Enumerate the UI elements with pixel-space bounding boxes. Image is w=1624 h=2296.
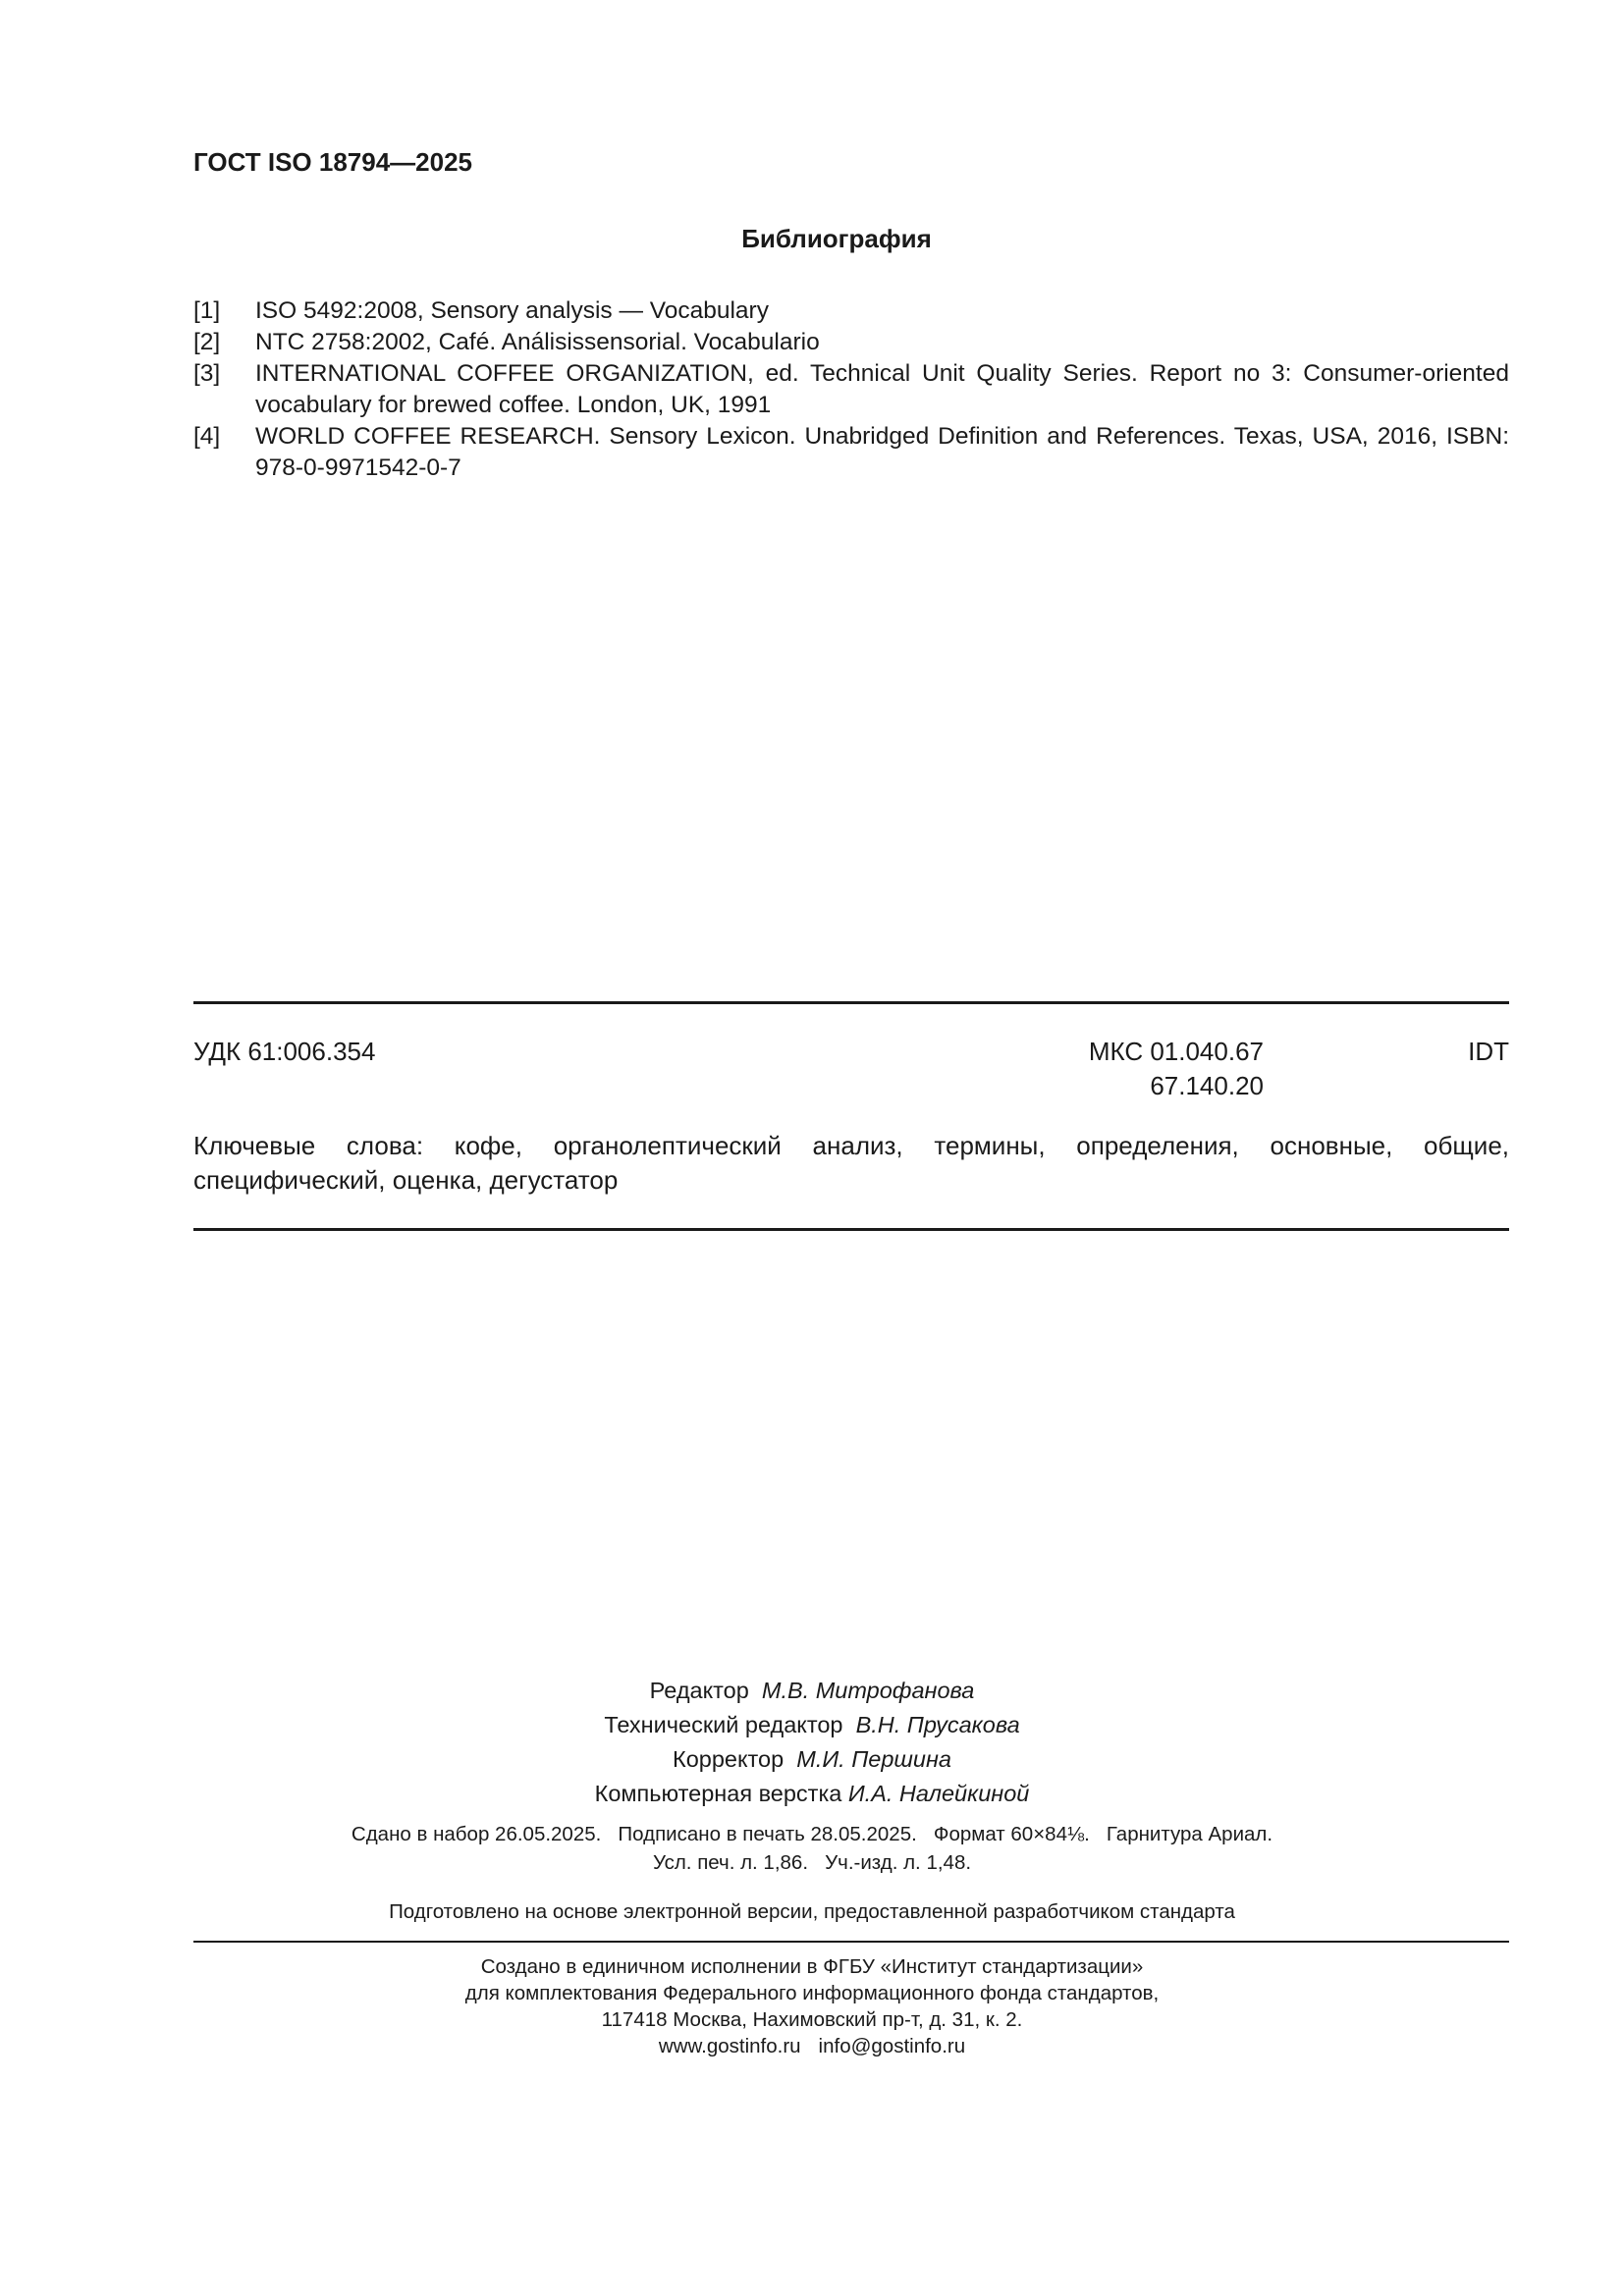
credit-layout [0, 1777, 1624, 1811]
keywords-paragraph: Ключевые слова: кофе, органолептический анализ, термины, определения, основные, общие, специфический, оценка, дегустатор [193, 1131, 1509, 1195]
credit-label: Редактор [649, 1678, 749, 1703]
print-info-line: Усл. печ. л. 1,86. Уч.-изд. л. 1,48. [652, 1851, 972, 1874]
credit-proofreader [0, 1742, 1624, 1777]
publisher-block [0, 1953, 1624, 2059]
document-id-header: ГОСТ ISO 18794—2025 [193, 147, 473, 177]
credit-person: М.И. Першина [796, 1746, 951, 1772]
credit-label: Технический редактор [604, 1712, 843, 1737]
bibliography-item-text: ISO 5492:2008, Sensory analysis — Vocabulary [255, 297, 769, 324]
bibliography-item-number: [2] [193, 329, 221, 355]
credits-block [0, 1674, 1624, 1811]
bibliography-item-number: [1] [193, 297, 221, 324]
bibliography-list [193, 295, 1509, 484]
print-info-line: Сдано в набор 26.05.2025. Подписано в печать 28.05.2025. Формат 60×84⅛. Гарнитура Ариал. [351, 1823, 1273, 1845]
publisher-line: для комплектования Федерального информационного фонда стандартов, [464, 1982, 1160, 2004]
mks-codes [881, 1035, 1264, 1103]
divider-top [193, 1001, 1509, 1004]
bibliography-item [193, 295, 1509, 327]
mks-code-primary: МКС 01.040.67 [1088, 1037, 1264, 1066]
credit-person: М.В. Митрофанова [761, 1678, 975, 1703]
email-link[interactable]: info@gostinfo.ru [818, 2035, 966, 2057]
divider-bottom [193, 1228, 1509, 1231]
publisher-contacts [0, 2033, 1624, 2059]
bibliography-item-text: NTC 2758:2002, Café. Análisissensorial. Vocabulario [255, 329, 820, 355]
credit-tech-editor [0, 1708, 1624, 1742]
prepared-note: Подготовлено на основе электронной версии, предоставленной разработчиком стандарта [389, 1900, 1235, 1923]
website-link[interactable]: www.gostinfo.ru [658, 2035, 801, 2057]
credit-label: Корректор [673, 1746, 785, 1772]
bibliography-item-text: WORLD COFFEE RESEARCH. Sensory Lexicon. Unabridged Definition and References. Texas, USA, 2016, ISBN: 978-0-9971542-0-7 [255, 423, 1509, 481]
credit-editor [0, 1674, 1624, 1708]
bibliography-item [193, 358, 1509, 421]
credit-person: В.Н. Прусакова [855, 1712, 1020, 1737]
bibliography-item-number: [3] [193, 360, 221, 387]
mks-code-secondary: 67.140.20 [1150, 1071, 1264, 1100]
credit-person: И.А. Налейкиной [847, 1781, 1030, 1806]
divider-publisher [193, 1941, 1509, 1943]
bibliography-item [193, 327, 1509, 358]
publisher-line: Создано в единичном исполнении в ФГБУ «Институт стандартизации» [480, 1955, 1144, 1978]
bibliography-item [193, 421, 1509, 484]
udk-code: УДК 61:006.354 [193, 1037, 376, 1066]
bibliography-item-text: INTERNATIONAL COFFEE ORGANIZATION, ed. Technical Unit Quality Series. Report no 3: Consumer-oriented vocabulary for brewed coffee. London, UK, 1991 [255, 360, 1509, 418]
bibliography-item-number: [4] [193, 423, 221, 450]
equivalence-degree: IDT [1468, 1037, 1509, 1066]
print-info-block [0, 1820, 1624, 1877]
publisher-address: 117418 Москва, Нахимовский пр-т, д. 31, к. 2. [601, 2008, 1023, 2031]
bibliography-title: Библиография [741, 224, 932, 253]
credit-label: Компьютерная верстка [594, 1781, 842, 1806]
